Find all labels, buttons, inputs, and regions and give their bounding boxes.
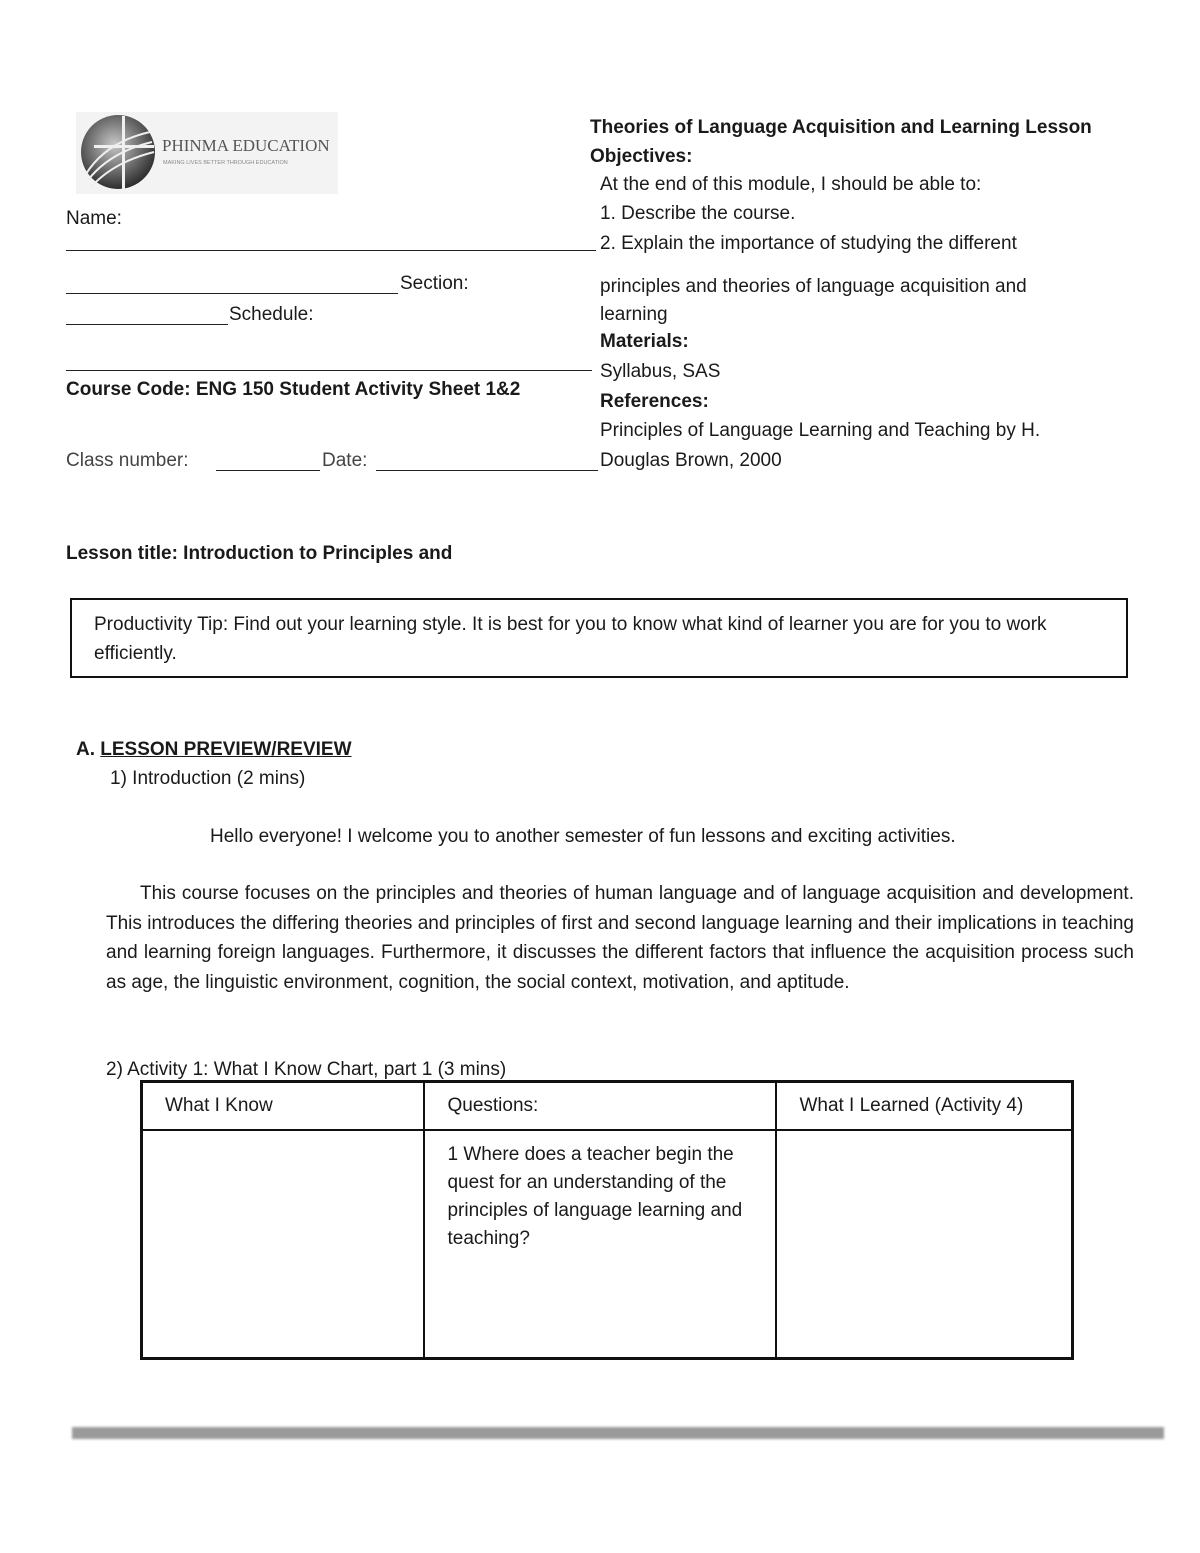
course-code: Course Code: ENG 150 Student Activity Sheet 1&2 (66, 379, 521, 400)
objective-2-line2: principles and theories of language acquisition and (600, 276, 1027, 297)
what-i-know-chart (140, 1080, 1074, 1360)
lesson-title: Lesson title: Introduction to Principles and (66, 543, 453, 564)
objective-2-line1: 2. Explain the importance of studying the different (600, 233, 1017, 254)
header-what-i-learned: What I Learned (Activity 4) (776, 1082, 1072, 1131)
materials-label: Materials: (600, 331, 689, 352)
cell-question-1: 1 Where does a teacher begin the quest for an understanding of the principles of language learning and teaching? (424, 1130, 776, 1359)
chart-header-row (142, 1082, 1073, 1131)
reference-line1: Principles of Language Learning and Teaching by H. (600, 420, 1041, 441)
phinma-logo (76, 112, 338, 194)
cell-what-i-learned[interactable] (776, 1130, 1072, 1359)
section-prefix-line[interactable] (66, 293, 398, 294)
objective-2-line3: learning (600, 304, 668, 325)
phinma-logo-graphic (76, 112, 338, 194)
objectives-label: Objectives: (590, 146, 693, 167)
class-number-label: Class number: (66, 450, 189, 471)
activity-1-label: 2) Activity 1: What I Know Chart, part 1 (3 mins) (106, 1059, 507, 1080)
date-line[interactable] (376, 470, 598, 471)
greeting-text: Hello everyone! I welcome you to another semester of fun lessons and exciting activities. (210, 826, 956, 847)
class-number-line[interactable] (216, 470, 320, 471)
section-a-heading (76, 735, 352, 764)
footer-divider (72, 1427, 1164, 1439)
section-a-prefix: A. (76, 739, 95, 760)
objective-1: 1. Describe the course. (600, 203, 796, 224)
cell-what-i-know[interactable] (142, 1130, 425, 1359)
productivity-tip-box (70, 598, 1128, 678)
course-description: This course focuses on the principles and theories of human language and of language acquisition and development. This introduces the differing theories and principles of first and second language learning and their implications in teaching and learning foreign languages. Furthermore, it discusses the different factors that influence the acquisition process such as age, the linguistic environment, cognition, the social context, motivation, and aptitude. (106, 883, 1134, 993)
materials-value: Syllabus, SAS (600, 361, 721, 382)
header-questions: Questions: (424, 1082, 776, 1131)
date-label: Date: (322, 450, 368, 471)
logo-tagline: MAKING LIVES BETTER THROUGH EDUCATION (163, 160, 288, 166)
reference-line2: Douglas Brown, 2000 (600, 450, 782, 471)
introduction-label: 1) Introduction (2 mins) (110, 768, 306, 789)
section-label: Section: (400, 273, 469, 294)
module-title: Theories of Language Acquisition and Learning Lesson (590, 117, 1092, 138)
name-line[interactable] (66, 250, 596, 251)
logo-name: PHINMA EDUCATION (162, 136, 330, 155)
objectives-intro: At the end of this module, I should be able to: (600, 174, 982, 195)
section-a-title: LESSON PREVIEW/REVIEW (100, 739, 352, 760)
schedule-line[interactable] (66, 370, 592, 371)
header-what-i-know: What I Know (142, 1082, 425, 1131)
productivity-tip-text: Productivity Tip: Find out your learning style. It is best for you to know what kind of learner you are for you to work efficiently. (94, 614, 1047, 664)
table-row (142, 1130, 1073, 1359)
schedule-prefix-line[interactable] (66, 324, 228, 325)
name-label: Name: (66, 208, 122, 229)
schedule-label: Schedule: (229, 304, 314, 325)
references-label: References: (600, 391, 709, 412)
